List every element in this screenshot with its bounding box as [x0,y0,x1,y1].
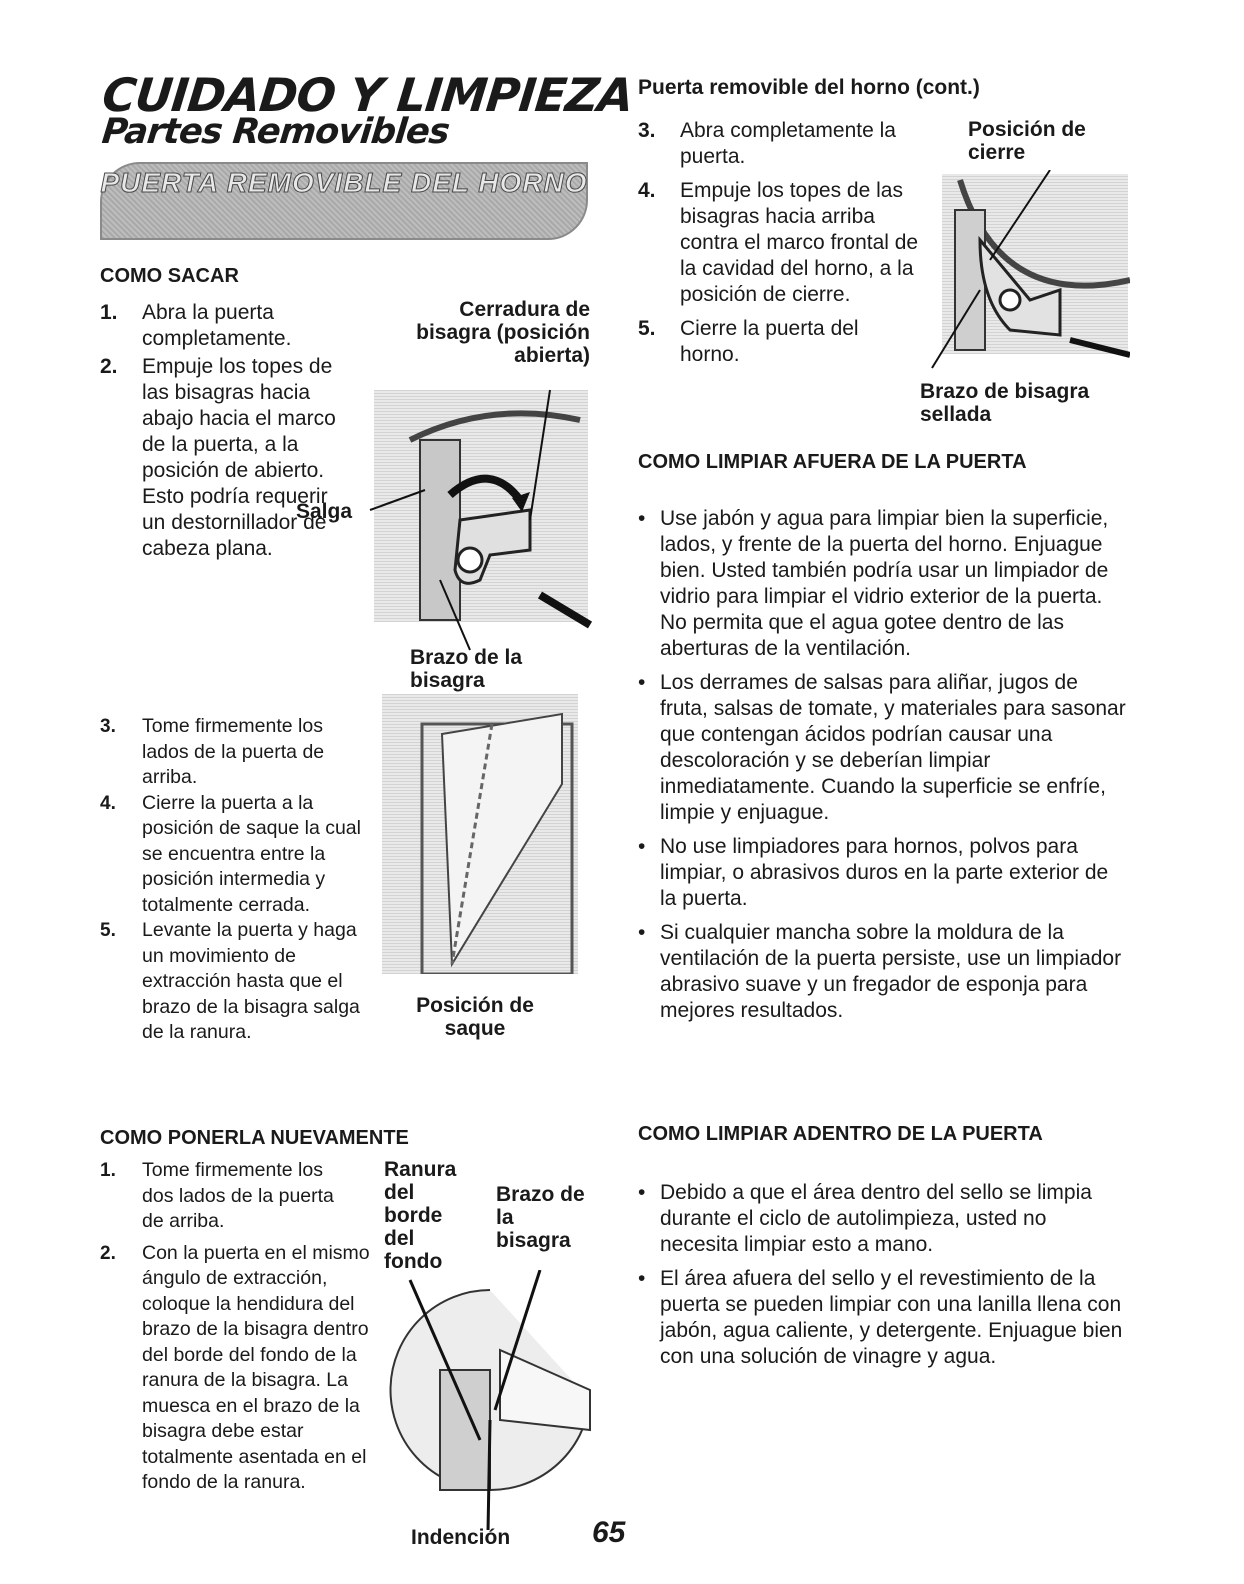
label-hinge-lock: Cerradura de bisagra (posición abierta) [416,298,590,367]
step-text: Cierre la puerta del horno. [680,317,859,366]
step-text: Empuje los topes de las bisagras hacia arriba contra el marco frontal de la cavidad del horno, a la posición de cierre. [680,179,919,306]
step-text: Empuje los topes de las bisagras hacia abajo hacia el marco de la puerta, a la posición de abierto. Esto podría requerir un destornillador de cabeza plana. [142,355,336,560]
label-sealed-hinge-arm: Brazo de bisagra sellada [920,380,1090,426]
sacar-steps-continued [100,714,362,1046]
closing-steps [638,118,923,368]
step-number: 2. [100,1242,116,1264]
label-hinge-arm-2: Brazo de la bisagra [496,1183,585,1252]
label-removal-position: Posición de saque [416,994,534,1040]
list-item [638,118,923,170]
step-number: 4. [638,179,656,202]
list-item: • Use jabón y agua para limpiar bien la superficie, lados, y frente de la puerta del horno. Enjuague bien. Usted también podría usar un limpiador de vidrio para limpiar el vidrio exterior de la puerta. No permita que el agua gotee dentro de las aberturas de la ventilación. [638,506,1130,662]
list-item [100,714,362,791]
heading-como-ponerla: COMO PONERLA NUEVAMENTE [100,1127,409,1149]
page-title: CUIDADO Y LIMPIEZA [99,68,636,122]
step-text: Con la puerta en el mismo ángulo de extracción, coloque la hendidura del brazo de la bisagra dentro del borde del fondo de la ranura de la bisagra. La muesca en el brazo de la bisagra debe estar totalmente asentada en el fondo de la ranura. [142,1241,370,1493]
hinge-closed-drawing [920,170,1130,370]
step-number: 4. [100,792,116,814]
step-text: Levante la puerta y haga un movimiento de extracción hasta que el brazo de la bisagra salga de la ranura. [142,919,360,1043]
list-item [100,1241,385,1496]
reinstall-drawing [380,1270,600,1530]
label-indent: Indención [411,1526,511,1549]
step-number: 2. [100,355,118,378]
step-text: Tome firmemente los dos lados de la puerta de arriba. [142,1159,334,1232]
list-item [100,1158,352,1235]
page-number: 65 [592,1516,626,1549]
afuera-bullets [638,506,1130,1032]
step-text: Cierre la puerta a la posición de saque la cual se encuentra entre la posición intermedia y totalmente cerrada. [142,791,361,916]
label-bottom-slot: Ranura del borde del fondo [384,1158,457,1273]
step-number: 1. [100,301,118,324]
list-item: • No use limpiadores para hornos, polvos para limpiar, o abrasivos duros en la parte exterior de la puerta. [638,834,1130,912]
list-item [100,918,362,1046]
list-item [100,354,337,562]
step-number: 3. [100,716,116,737]
label-salga: Salga [296,500,353,523]
list-item [638,316,900,368]
hinge-open-drawing [340,380,600,660]
heading-cont: Puerta removible del horno (cont.) [638,76,980,99]
heading-limpiar-adentro: COMO LIMPIAR ADENTRO DE LA PUERTA [638,1123,1043,1145]
label-closed-position: Posición de cierre [968,118,1086,164]
heading-como-sacar: COMO SACAR [100,265,239,287]
list-item: • Los derrames de salsas para aliñar, jugos de fruta, salsas de tomate, y materiales para sasonar que contengan ácidos podrían causar una descoloración y se deberían limpiar inmediatamente. Cuando la superficie se enfríe, limpie y enjuague. [638,670,1130,826]
label-hinge-arm: Brazo de la bisagra [410,646,523,692]
list-item: • El área afuera del sello y el revestimiento de la puerta se pueden limpiar con una lanilla llena con jabón, agua caliente, y detergente. Enjuague bien con una solución de vinagre y agua. [638,1266,1130,1370]
step-text: Abra completamente la puerta. [680,119,896,168]
page-subtitle: Partes Removibles [100,112,451,152]
section-banner-text: PUERTA REMOVIBLE DEL HORNO [100,167,588,198]
list-item: • Debido a que el área dentro del sello se limpia durante el ciclo de autolimpieza, usted no necesita limpiar esto a mano. [638,1180,1130,1258]
step-number: 1. [100,1160,116,1181]
removal-position-drawing [382,694,578,974]
poner-steps [100,1158,385,1496]
heading-limpiar-afuera: COMO LIMPIAR AFUERA DE LA PUERTA [638,451,1027,473]
list-item [638,178,923,308]
step-text: Tome firmemente los lados de la puerta de arriba. [142,715,325,788]
step-text: Abra la puerta completamente. [142,301,292,350]
list-item: • Si cualquier mancha sobre la moldura de la ventilación de la puerta persiste, use un limpiador abrasivo suave y un fregador de esponja para mejores resultados. [638,920,1130,1024]
step-number: 5. [638,317,656,340]
list-item [100,300,360,352]
step-number: 5. [100,920,116,941]
list-item [100,791,362,919]
step-number: 3. [638,119,656,142]
adentro-bullets [638,1180,1130,1378]
